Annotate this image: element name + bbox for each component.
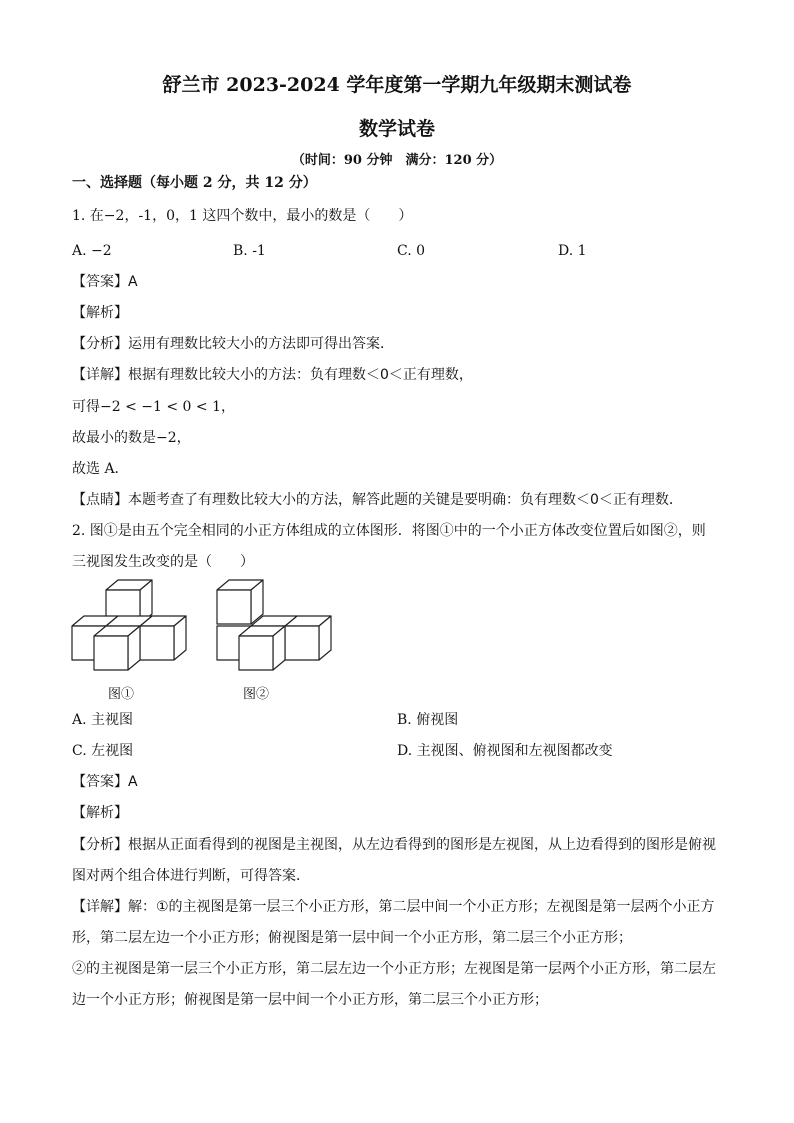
exam-title: 舒兰市 2023-2024 学年度第一学期九年级期末测试卷 xyxy=(162,74,632,96)
q1-option-b: B. -1 xyxy=(233,243,266,259)
q1-option-a: A. −2 xyxy=(72,243,112,259)
figure-2-label: 图② xyxy=(243,687,270,702)
q2-xiangjie-line1: 【详解】解：①的主视图是第一层三个小正方形，第二层中间一个小正方形；左视图是第一层两个小正方 xyxy=(72,899,715,915)
q2-option-b: B. 俯视图 xyxy=(397,712,459,728)
q2-stem-line2: 三视图发生改变的是（ ） xyxy=(72,554,254,570)
q2-option-a: A. 主视图 xyxy=(72,712,134,728)
q2-stem-line1: 2. 图①是由五个完全相同的小正方体组成的立体图形．将图①中的一个小正方体改变位置后如图②，则 xyxy=(72,523,706,539)
q1-option-c: C. 0 xyxy=(397,243,426,259)
q1-dianjing: 【点睛】本题考查了有理数比较大小的方法，解答此题的关键是要明确：负有理数＜0＜正有理数． xyxy=(72,492,683,508)
q2-option-c: C. 左视图 xyxy=(72,743,134,759)
q2-analysis-head: 【解析】 xyxy=(72,805,128,821)
q1-fenxi: 【分析】运用有理数比较大小的方法即可得出答案． xyxy=(72,336,394,352)
q1-option-d: D. 1 xyxy=(558,243,587,259)
q1-line3: 故最小的数是−2， xyxy=(72,430,191,446)
q1-analysis-head: 【解析】 xyxy=(72,305,128,321)
q2-option-d: D. 主视图、俯视图和左视图都改变 xyxy=(397,743,613,759)
q1-line2: 可得−2 < −1 < 0 < 1， xyxy=(72,399,235,415)
figure-1-label: 图① xyxy=(108,687,135,702)
q2-answer: 【答案】A xyxy=(72,774,138,790)
figure-2-cubes xyxy=(215,578,337,674)
q2-xiangjie-line4: 边一个小正方形；俯视图是第一层中间一个小正方形，第二层三个小正方形； xyxy=(72,992,548,1008)
exam-subtitle: 数学试卷 xyxy=(358,118,435,140)
section-heading: 一、选择题（每小题 2 分，共 12 分） xyxy=(72,175,317,191)
q1-answer: 【答案】A xyxy=(72,274,138,290)
figure-1-cubes xyxy=(70,578,192,674)
q1-line4: 故选 A． xyxy=(72,461,129,477)
q1-stem: 1. 在−2，-1，0，1 这四个数中，最小的数是（ ） xyxy=(72,208,413,224)
q2-xiangjie-line3: ②的主视图是第一层三个小正方形，第二层左边一个小正方形；左视图是第一层两个小正方形，第二层左 xyxy=(72,961,716,977)
time-info: （时间：90 分钟 满分：120 分） xyxy=(291,153,503,168)
q2-fenxi-line1: 【分析】根据从正面看得到的视图是主视图，从左边看得到的图形是左视图，从上边看得到的图形是俯视 xyxy=(72,837,716,853)
q2-xiangjie-line2: 形，第二层左边一个小正方形；俯视图是第一层中间一个小正方形，第二层三个小正方形； xyxy=(72,930,632,946)
q1-xiangjie: 【详解】根据有理数比较大小的方法：负有理数＜0＜正有理数， xyxy=(72,367,473,383)
q2-fenxi-line2: 图对两个组合体进行判断，可得答案． xyxy=(72,868,310,884)
